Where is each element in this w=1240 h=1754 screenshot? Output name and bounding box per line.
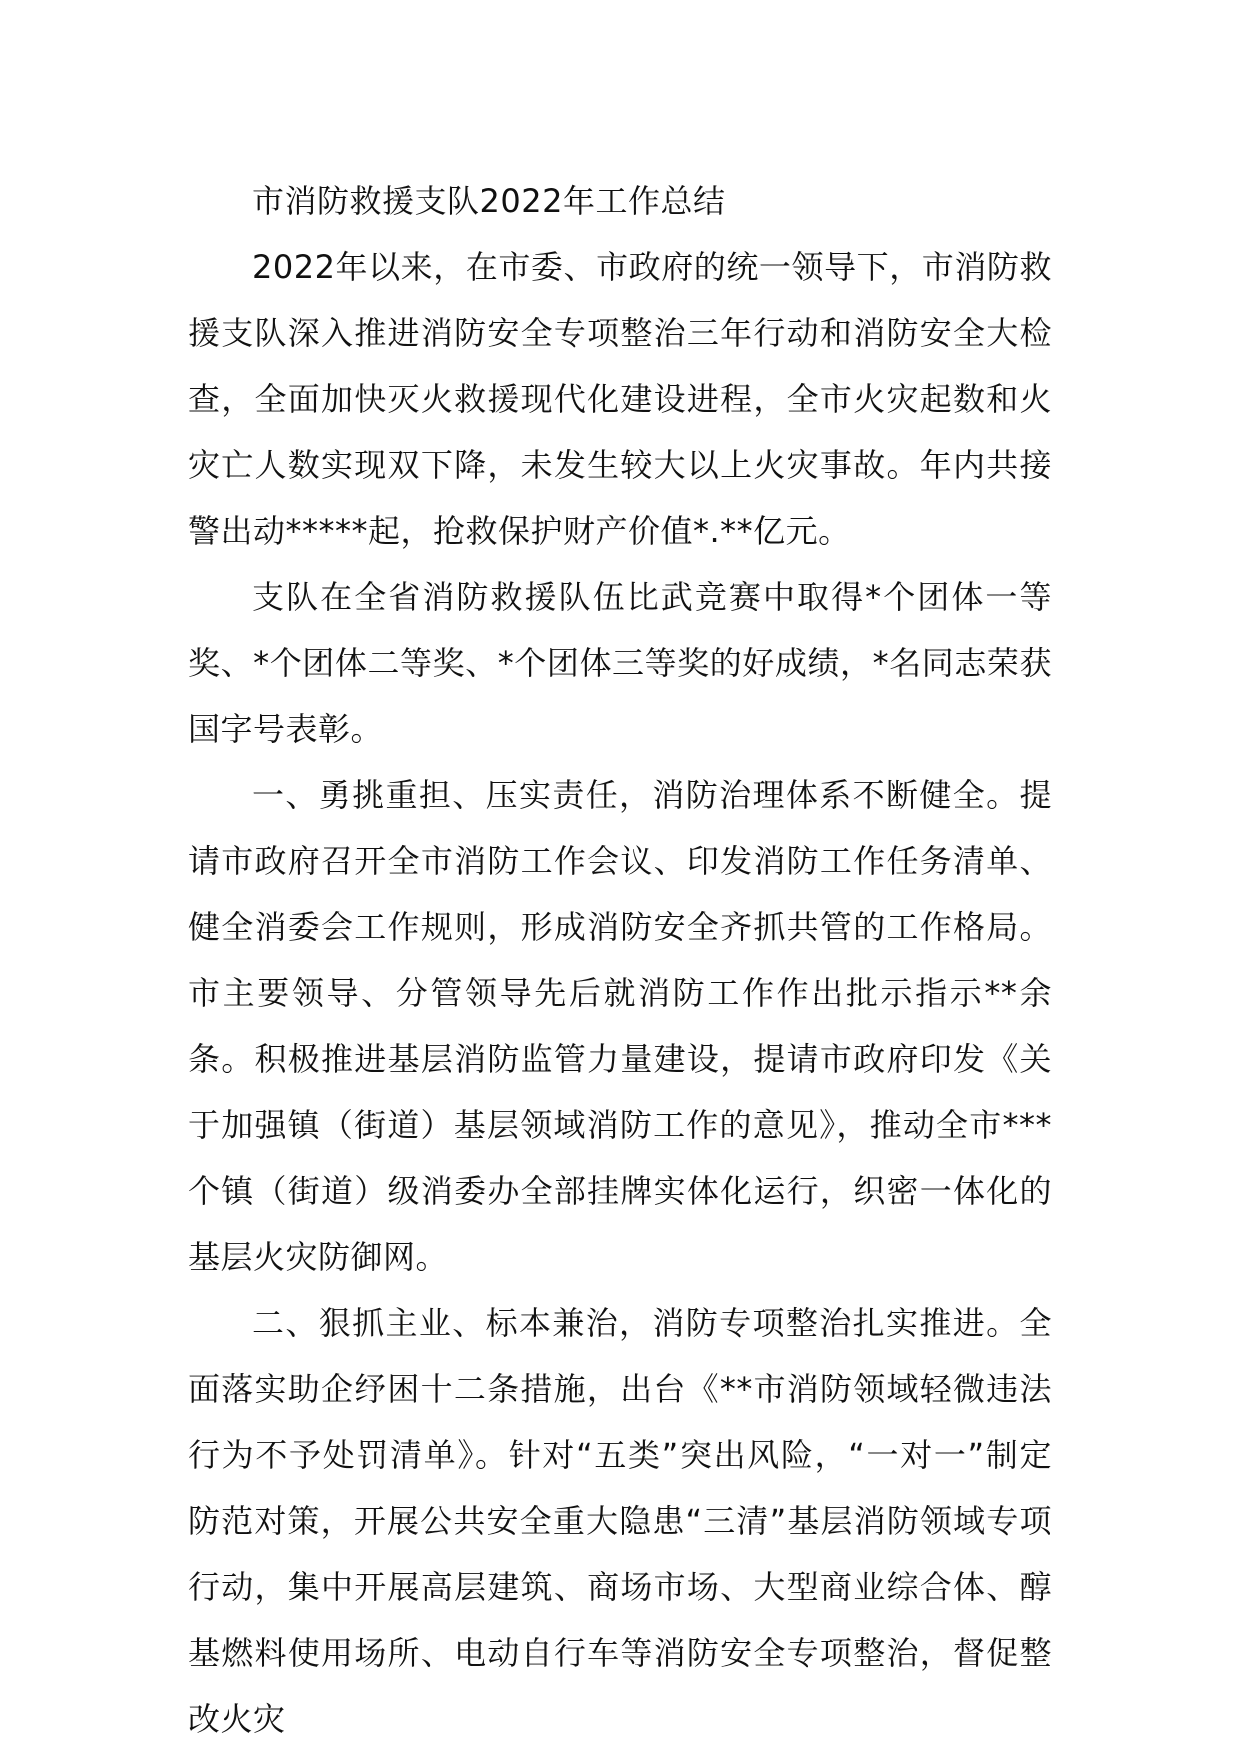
paragraph-section-two: 二、狠抓主业、标本兼治，消防专项整治扎实推进。全面落实助企纾困十二条措施，出台《**市消防领域轻微违法行为不予处罚清单》。针对“五类”突出风险，“一对一”制定防范对策，开展公共安全重大隐患“三清”基层消防领域专项行动，集中开展高层建筑、商场市场、大型商业综合体、醇基燃料使用场所、电动自行车等消防安全专项整治，督促整改火灾 [188,1304,1052,1738]
document-body [188,168,1052,1752]
paragraph-awards: 支队在全省消防救援队伍比武竞赛中取得*个团体一等奖、*个团体二等奖、*个团体三等奖的好成绩，*名同志荣获国字号表彰。 [188,578,1052,748]
paragraph-intro: 2022年以来，在市委、市政府的统一领导下，市消防救援支队深入推进消防安全专项整治三年行动和消防安全大检查，全面加快灭火救援现代化建设进程，全市火灾起数和火灾亡人数实现双下降，未发生较大以上火灾事故。年内共接警出动*****起，抢救保护财产价值*.**亿元。 [188,248,1052,550]
document-title: 市消防救援支队2022年工作总结 [252,182,726,220]
paragraph-section-one: 一、勇挑重担、压实责任，消防治理体系不断健全。提请市政府召开全市消防工作会议、印发消防工作任务清单、健全消委会工作规则，形成消防安全齐抓共管的工作格局。市主要领导、分管领导先后就消防工作作出批示指示**余条。积极推进基层消防监管力量建设，提请市政府印发《关于加强镇（街道）基层领域消防工作的意见》，推动全市***个镇（街道）级消委办全部挂牌实体化运行，织密一体化的基层火灾防御网。 [188,776,1052,1276]
